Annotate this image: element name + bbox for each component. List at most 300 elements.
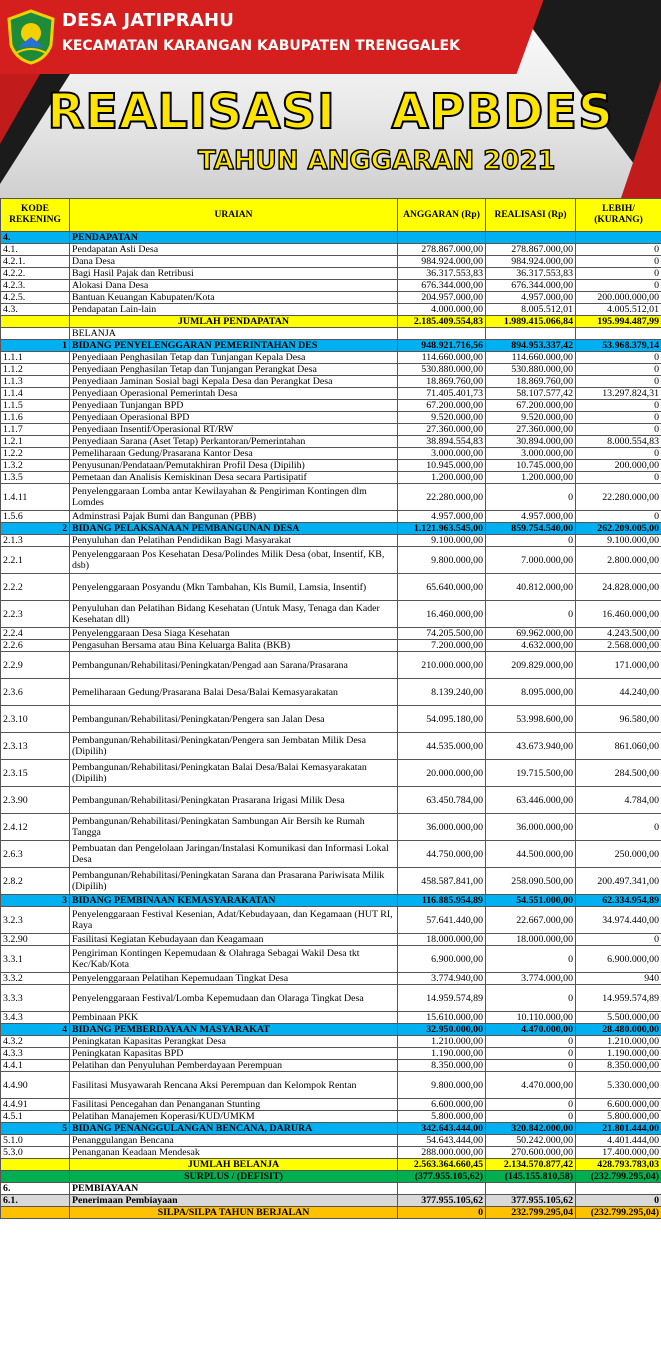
cell-realization: 0 xyxy=(486,535,576,547)
cell-difference: 0 xyxy=(576,448,661,460)
cell-description: Pemeliharaan Gedung/Prasarana Balai Desa/Balai Kemasyarakatan xyxy=(70,679,398,706)
cell-realization: 9.520.000,00 xyxy=(486,412,576,424)
cell-budget: 57.641.440,00 xyxy=(398,907,486,934)
cell-realization: 8.095.000,00 xyxy=(486,679,576,706)
cell-code: 1.1.7 xyxy=(1,424,70,436)
cell-description: Bantuan Keuangan Kabupaten/Kota xyxy=(70,292,398,304)
cell-budget: 32.950.000,00 xyxy=(398,1024,486,1036)
cell-description: Pembangunan/Rehabilitasi/Peningkatan/Pengad aan Sarana/Prasarana xyxy=(70,652,398,679)
cell-budget: 9.100.000,00 xyxy=(398,535,486,547)
cell-description: Penyelenggaraan Pos Kesehatan Desa/Polindes Milik Desa (obat, Insentif, KB, dsb) xyxy=(70,547,398,574)
table-row xyxy=(1,1135,661,1147)
cell-difference: 4.401.444,00 xyxy=(576,1135,661,1147)
cell-budget: 16.460.000,00 xyxy=(398,601,486,628)
cell-description: Penyelenggaraan Lomba antar Kewilayahan & Pengiriman Kontingen dlm Lomdes xyxy=(70,484,398,511)
cell-difference xyxy=(576,232,661,244)
cell-description: JUMLAH BELANJA xyxy=(70,1159,398,1171)
cell-code: 4.5.1 xyxy=(1,1111,70,1123)
cell-description: BIDANG PEMBERDAYAAN MASYARAKAT xyxy=(70,1024,398,1036)
cell-code xyxy=(1,1159,70,1171)
cell-difference: 171.000,00 xyxy=(576,652,661,679)
cell-budget: 2.563.364.660,45 xyxy=(398,1159,486,1171)
cell-budget: 36.317.553,83 xyxy=(398,268,486,280)
cell-description: Alokasi Dana Desa xyxy=(70,280,398,292)
cell-description: Penyediaan Insentif/Operasional RT/RW xyxy=(70,424,398,436)
cell-description: Fasilitasi Pencegahan dan Penanganan Stunting xyxy=(70,1099,398,1111)
cell-budget: 116.885.954,89 xyxy=(398,895,486,907)
cell-difference xyxy=(576,1183,661,1195)
cell-code xyxy=(1,1171,70,1183)
table-row xyxy=(1,535,661,547)
table-row xyxy=(1,424,661,436)
cell-description: Pemetaan dan Analisis Kemiskinan Desa secara Partisipatif xyxy=(70,472,398,484)
cell-difference: 0 xyxy=(576,268,661,280)
table-row xyxy=(1,733,661,760)
page-subtitle: TAHUN ANGGARAN 2021 xyxy=(198,146,556,176)
cell-description: Penyelenggaraan Posyandu (Mkn Tambahan, Kls Bumil, Lamsia, Insentif) xyxy=(70,574,398,601)
cell-budget: 9.800.000,00 xyxy=(398,547,486,574)
cell-realization: (145.155.810,58) xyxy=(486,1171,576,1183)
col-header-difference: LEBIH/ (KURANG) xyxy=(576,199,661,232)
cell-difference: 4.784,00 xyxy=(576,787,661,814)
table-row xyxy=(1,484,661,511)
cell-realization: 36.317.553,83 xyxy=(486,268,576,280)
cell-code: 3.2.3 xyxy=(1,907,70,934)
cell-budget: 377.955.105,62 xyxy=(398,1195,486,1207)
cell-realization: 67.200.000,00 xyxy=(486,400,576,412)
cell-code: 2.3.13 xyxy=(1,733,70,760)
cell-difference: 428.793.783,03 xyxy=(576,1159,661,1171)
table-row xyxy=(1,652,661,679)
cell-budget: 530.880.000,00 xyxy=(398,364,486,376)
cell-description: BIDANG PELAKSANAAN PEMBANGUNAN DESA xyxy=(70,523,398,535)
cell-difference: 0 xyxy=(576,424,661,436)
table-row xyxy=(1,787,661,814)
cell-code: 1 xyxy=(1,340,70,352)
cell-realization: 63.446.000,00 xyxy=(486,787,576,814)
cell-realization: 4.470.000,00 xyxy=(486,1024,576,1036)
table-row xyxy=(1,973,661,985)
cell-difference: 0 xyxy=(576,400,661,412)
cell-realization: 530.880.000,00 xyxy=(486,364,576,376)
cell-realization: 8.005.512,01 xyxy=(486,304,576,316)
cell-difference: 4.243.500,00 xyxy=(576,628,661,640)
table-row xyxy=(1,1207,661,1219)
cell-description: Penyuluhan dan Pelatihan Bidang Kesehatan (Untuk Masy, Tenaga dan Kader Kesehatan dll) xyxy=(70,601,398,628)
cell-realization: 4.957.000,00 xyxy=(486,511,576,523)
cell-difference: 200.000.000,00 xyxy=(576,292,661,304)
cell-realization: 894.953.337,42 xyxy=(486,340,576,352)
cell-difference: 250.000,00 xyxy=(576,841,661,868)
table-body xyxy=(1,232,661,1219)
cell-realization: 4.957.000,00 xyxy=(486,292,576,304)
cell-description: SURPLUS / (DEFISIT) xyxy=(70,1171,398,1183)
cell-description: Penyuluhan dan Pelatihan Pendidikan Bagi Masyarakat xyxy=(70,535,398,547)
cell-code: 2.8.2 xyxy=(1,868,70,895)
cell-description: BELANJA xyxy=(70,328,398,340)
cell-difference: 200.000,00 xyxy=(576,460,661,472)
table-row xyxy=(1,1195,661,1207)
cell-difference: 0 xyxy=(576,412,661,424)
table-row xyxy=(1,376,661,388)
table-row xyxy=(1,280,661,292)
cell-code: 2.3.10 xyxy=(1,706,70,733)
cell-budget: 18.869.760,00 xyxy=(398,376,486,388)
cell-budget: 342.643.444,00 xyxy=(398,1123,486,1135)
cell-budget: 458.587.841,00 xyxy=(398,868,486,895)
col-header-code: KODE REKENING xyxy=(1,199,70,232)
cell-budget xyxy=(398,232,486,244)
cell-difference: 0 xyxy=(576,244,661,256)
cell-realization: 18.869.760,00 xyxy=(486,376,576,388)
cell-difference: 284.500,00 xyxy=(576,760,661,787)
cell-code: 2.3.15 xyxy=(1,760,70,787)
cell-budget: 676.344.000,00 xyxy=(398,280,486,292)
col-header-budget: ANGGARAN (Rp) xyxy=(398,199,486,232)
cell-difference: 0 xyxy=(576,934,661,946)
table-row xyxy=(1,388,661,400)
table-row xyxy=(1,232,661,244)
cell-budget: 6.600.000,00 xyxy=(398,1099,486,1111)
cell-description: Peningkatan Kapasitas Perangkat Desa xyxy=(70,1036,398,1048)
cell-difference: 940 xyxy=(576,973,661,985)
cell-budget: 10.945.000,00 xyxy=(398,460,486,472)
cell-realization: 54.551.000,00 xyxy=(486,895,576,907)
cell-code: 3 xyxy=(1,895,70,907)
cell-budget: 20.000.000,00 xyxy=(398,760,486,787)
cell-realization: 0 xyxy=(486,601,576,628)
table-row xyxy=(1,814,661,841)
cell-budget: 8.139.240,00 xyxy=(398,679,486,706)
cell-realization: 27.360.000,00 xyxy=(486,424,576,436)
cell-description: Penyediaan Sarana (Aset Tetap) Perkantoran/Pemerintahan xyxy=(70,436,398,448)
cell-description: Pembangunan/Rehabilitasi/Peningkatan Prasarana Irigasi Milik Desa xyxy=(70,787,398,814)
table-row xyxy=(1,268,661,280)
cell-difference: 5.500.000,00 xyxy=(576,1012,661,1024)
cell-difference: 0 xyxy=(576,352,661,364)
page-title: REALISASI APBDES xyxy=(47,84,614,140)
cell-difference: 0 xyxy=(576,376,661,388)
cell-description: BIDANG PENYELENGGARAN PEMERINTAHAN DES xyxy=(70,340,398,352)
cell-budget: 44.535.000,00 xyxy=(398,733,486,760)
cell-description: Pembangunan/Rehabilitasi/Peningkatan Balai Desa/Balai Kemasyarakatan (Dipilih) xyxy=(70,760,398,787)
table-row xyxy=(1,244,661,256)
cell-realization: 3.774.000,00 xyxy=(486,973,576,985)
table-row xyxy=(1,460,661,472)
table-row xyxy=(1,328,661,340)
cell-difference: 8.000.554,83 xyxy=(576,436,661,448)
cell-description: Pembangunan/Rehabilitasi/Peningkatan Sarana dan Prasarana Pariwisata Milik (Dipilih) xyxy=(70,868,398,895)
table-row xyxy=(1,547,661,574)
cell-difference: 2.800.000,00 xyxy=(576,547,661,574)
table-row xyxy=(1,628,661,640)
table-row xyxy=(1,256,661,268)
cell-code: 5.3.0 xyxy=(1,1147,70,1159)
cell-description: Pengasuhan Bersama atau Bina Keluarga Balita (BKB) xyxy=(70,640,398,652)
cell-description: Pembuatan dan Pengelolaan Jaringan/Instalasi Komunikasi dan Informasi Lokal Desa xyxy=(70,841,398,868)
cell-difference: 5.330.000,00 xyxy=(576,1072,661,1099)
cell-budget: 1.190.000,00 xyxy=(398,1048,486,1060)
cell-description: Pengiriman Kontingen Kepemudaan & Olahraga Sebagai Wakil Desa tkt Kec/Kab/Kota xyxy=(70,946,398,973)
cell-code: 2.3.6 xyxy=(1,679,70,706)
cell-budget: 67.200.000,00 xyxy=(398,400,486,412)
cell-description: BIDANG PENANGGULANGAN BENCANA, DARURA xyxy=(70,1123,398,1135)
cell-code: 2.2.9 xyxy=(1,652,70,679)
cell-budget: 288.000.000,00 xyxy=(398,1147,486,1159)
cell-difference: 1.190.000,00 xyxy=(576,1048,661,1060)
cell-difference: 0 xyxy=(576,1195,661,1207)
cell-difference: 53.968.379,14 xyxy=(576,340,661,352)
cell-code: 1.1.6 xyxy=(1,412,70,424)
cell-difference: 200.497.341,00 xyxy=(576,868,661,895)
cell-realization: 36.000.000,00 xyxy=(486,814,576,841)
cell-code: 2.2.3 xyxy=(1,601,70,628)
cell-difference: 13.297.824,31 xyxy=(576,388,661,400)
cell-code: 2 xyxy=(1,523,70,535)
table-row xyxy=(1,1159,661,1171)
cell-description: Bagi Hasil Pajak dan Retribusi xyxy=(70,268,398,280)
cell-code: 4.3.2 xyxy=(1,1036,70,1048)
cell-realization: 0 xyxy=(486,946,576,973)
cell-description: JUMLAH PENDAPATAN xyxy=(70,316,398,328)
cell-budget: 3.774.940,00 xyxy=(398,973,486,985)
cell-realization: 2.134.570.877,42 xyxy=(486,1159,576,1171)
table-row xyxy=(1,1147,661,1159)
cell-realization: 377.955.105,62 xyxy=(486,1195,576,1207)
cell-description: Pembinaan PKK xyxy=(70,1012,398,1024)
cell-description: Dana Desa xyxy=(70,256,398,268)
cell-budget: 9.520.000,00 xyxy=(398,412,486,424)
table-row xyxy=(1,316,661,328)
cell-description: Penerimaan Pembiayaan xyxy=(70,1195,398,1207)
table-row xyxy=(1,985,661,1012)
cell-code: 3.3.3 xyxy=(1,985,70,1012)
cell-realization: 44.500.000,00 xyxy=(486,841,576,868)
table-row xyxy=(1,1183,661,1195)
cell-code: 4.2.2. xyxy=(1,268,70,280)
cell-difference: 861.060,00 xyxy=(576,733,661,760)
col-header-description: URAIAN xyxy=(70,199,398,232)
cell-budget: 6.900.000,00 xyxy=(398,946,486,973)
cell-code: 2.2.6 xyxy=(1,640,70,652)
cell-description: SILPA/SILPA TAHUN BERJALAN xyxy=(70,1207,398,1219)
cell-realization: 4.470.000,00 xyxy=(486,1072,576,1099)
cell-realization: 0 xyxy=(486,1060,576,1072)
cell-difference: 9.100.000,00 xyxy=(576,535,661,547)
cell-difference: 5.800.000,00 xyxy=(576,1111,661,1123)
cell-description: Penyediaan Jaminan Sosial bagi Kepala Desa dan Perangkat Desa xyxy=(70,376,398,388)
table-row xyxy=(1,1171,661,1183)
cell-code: 4.3. xyxy=(1,304,70,316)
cell-code: 4.4.91 xyxy=(1,1099,70,1111)
cell-budget: 18.000.000,00 xyxy=(398,934,486,946)
cell-difference: 62.334.954,89 xyxy=(576,895,661,907)
table-row xyxy=(1,1036,661,1048)
cell-budget: 38.894.554,83 xyxy=(398,436,486,448)
cell-code: 4.2.3. xyxy=(1,280,70,292)
cell-realization: 50.242.000,00 xyxy=(486,1135,576,1147)
cell-realization: 0 xyxy=(486,484,576,511)
cell-budget: 22.280.000,00 xyxy=(398,484,486,511)
cell-budget: 74.205.500,00 xyxy=(398,628,486,640)
cell-code: 3.2.90 xyxy=(1,934,70,946)
cell-realization: 18.000.000,00 xyxy=(486,934,576,946)
cell-code xyxy=(1,316,70,328)
cell-budget: 7.200.000,00 xyxy=(398,640,486,652)
cell-description: BIDANG PEMBINAAN KEMASYARAKATAN xyxy=(70,895,398,907)
cell-description: Pelatihan Manajemen Koperasi/KUD/UMKM xyxy=(70,1111,398,1123)
cell-code: 4. xyxy=(1,232,70,244)
cell-code xyxy=(1,1207,70,1219)
cell-difference xyxy=(576,328,661,340)
table-row xyxy=(1,352,661,364)
cell-description: PENDAPATAN xyxy=(70,232,398,244)
cell-difference: 6.900.000,00 xyxy=(576,946,661,973)
cell-budget xyxy=(398,328,486,340)
cell-code: 4.3.3 xyxy=(1,1048,70,1060)
cell-budget: 0 xyxy=(398,1207,486,1219)
cell-code: 6. xyxy=(1,1183,70,1195)
cell-description: Penyelenggaraan Pelatihan Kepemudaan Tingkat Desa xyxy=(70,973,398,985)
table-row xyxy=(1,841,661,868)
cell-budget: 63.450.784,00 xyxy=(398,787,486,814)
cell-difference: 4.005.512,01 xyxy=(576,304,661,316)
table-row xyxy=(1,706,661,733)
cell-budget: 278.867.000,00 xyxy=(398,244,486,256)
cell-realization: 0 xyxy=(486,985,576,1012)
cell-budget: 9.800.000,00 xyxy=(398,1072,486,1099)
cell-budget: 2.185.409.554,83 xyxy=(398,316,486,328)
table-row xyxy=(1,400,661,412)
cell-budget: 948.921.716,56 xyxy=(398,340,486,352)
cell-code: 2.6.3 xyxy=(1,841,70,868)
cell-budget: 4.957.000,00 xyxy=(398,511,486,523)
cell-code: 2.3.90 xyxy=(1,787,70,814)
cell-realization: 1.200.000,00 xyxy=(486,472,576,484)
cell-code: 1.2.1 xyxy=(1,436,70,448)
cell-description: Penyediaan Penghasilan Tetap dan Tunjangan Kepala Desa xyxy=(70,352,398,364)
cell-description: Penyelenggaraan Desa Siaga Kesehatan xyxy=(70,628,398,640)
col-header-realization: REALISASI (Rp) xyxy=(486,199,576,232)
cell-budget: 4.000.000,00 xyxy=(398,304,486,316)
cell-budget: 54.095.180,00 xyxy=(398,706,486,733)
table-row xyxy=(1,340,661,352)
cell-description: Penyediaan Operasional Pemerintah Desa xyxy=(70,388,398,400)
cell-budget: 114.660.000,00 xyxy=(398,352,486,364)
cell-budget: 3.000.000,00 xyxy=(398,448,486,460)
cell-code: 1.1.3 xyxy=(1,376,70,388)
cell-difference: 2.568.000,00 xyxy=(576,640,661,652)
cell-realization: 320.842.000,00 xyxy=(486,1123,576,1135)
table-row xyxy=(1,523,661,535)
cell-realization: 676.344.000,00 xyxy=(486,280,576,292)
cell-description: Penanganan Keadaan Mendesak xyxy=(70,1147,398,1159)
cell-difference: 1.210.000,00 xyxy=(576,1036,661,1048)
cell-difference: 34.974.440,00 xyxy=(576,907,661,934)
cell-code: 1.3.5 xyxy=(1,472,70,484)
table-row xyxy=(1,292,661,304)
cell-description: Penyediaan Penghasilan Tetap dan Tunjangan Perangkat Desa xyxy=(70,364,398,376)
table-row xyxy=(1,511,661,523)
table-row xyxy=(1,574,661,601)
cell-realization: 58.107.577,42 xyxy=(486,388,576,400)
cell-budget: 5.800.000,00 xyxy=(398,1111,486,1123)
cell-difference: 0 xyxy=(576,280,661,292)
cell-description: Fasilitasi Kegiatan Kebudayaan dan Keagamaan xyxy=(70,934,398,946)
table-row xyxy=(1,1024,661,1036)
cell-code: 4.2.5. xyxy=(1,292,70,304)
cell-budget: 204.957.000,00 xyxy=(398,292,486,304)
table-row xyxy=(1,760,661,787)
cell-description: Penanggulangan Bencana xyxy=(70,1135,398,1147)
village-name: DESA JATIPRAHU xyxy=(62,10,235,31)
cell-realization: 43.673.940,00 xyxy=(486,733,576,760)
table-row xyxy=(1,679,661,706)
table-row xyxy=(1,868,661,895)
cell-description: Pembangunan/Rehabilitasi/Peningkatan/Pengera san Jalan Desa xyxy=(70,706,398,733)
cell-code: 2.2.1 xyxy=(1,547,70,574)
cell-realization: 40.812.000,00 xyxy=(486,574,576,601)
cell-budget: 8.350.000,00 xyxy=(398,1060,486,1072)
table-row xyxy=(1,472,661,484)
cell-code: 2.1.3 xyxy=(1,535,70,547)
cell-budget: 65.640.000,00 xyxy=(398,574,486,601)
cell-realization: 19.715.500,00 xyxy=(486,760,576,787)
cell-realization: 0 xyxy=(486,1036,576,1048)
cell-realization: 0 xyxy=(486,1099,576,1111)
cell-description: Pendapatan Lain-lain xyxy=(70,304,398,316)
cell-budget: 14.959.574,89 xyxy=(398,985,486,1012)
cell-difference: 0 xyxy=(576,472,661,484)
cell-code: 1.3.2 xyxy=(1,460,70,472)
cell-realization: 0 xyxy=(486,1111,576,1123)
cell-difference: 24.828.000,00 xyxy=(576,574,661,601)
cell-description: Penyelenggaraan Festival/Lomba Kepemudaan dan Olaraga Tingkat Desa xyxy=(70,985,398,1012)
cell-difference: 8.350.000,00 xyxy=(576,1060,661,1072)
table-row xyxy=(1,895,661,907)
table-row xyxy=(1,304,661,316)
cell-description: Pelatihan dan Penyuluhan Pemberdayaan Perempuan xyxy=(70,1060,398,1072)
cell-description: Fasilitasi Musyawarah Rencana Aksi Perempuan dan Kelompok Rentan xyxy=(70,1072,398,1099)
cell-description: Pembangunan/Rehabilitasi/Peningkatan Sambungan Air Bersih ke Rumah Tangga xyxy=(70,814,398,841)
cell-realization xyxy=(486,1183,576,1195)
cell-difference: 21.801.444,00 xyxy=(576,1123,661,1135)
cell-difference: 22.280.000,00 xyxy=(576,484,661,511)
cell-realization xyxy=(486,232,576,244)
cell-description: Adminstrasi Pajak Bumi dan Bangunan (PBB) xyxy=(70,511,398,523)
table-row xyxy=(1,1099,661,1111)
cell-difference: (232.799.295,04) xyxy=(576,1207,661,1219)
cell-code: 1.5.6 xyxy=(1,511,70,523)
cell-description: Penyediaan Operasional BPD xyxy=(70,412,398,424)
cell-realization: 209.829.000,00 xyxy=(486,652,576,679)
cell-code: 1.4.11 xyxy=(1,484,70,511)
cell-code: 1.1.2 xyxy=(1,364,70,376)
cell-code: 1.1.5 xyxy=(1,400,70,412)
cell-budget: 210.000.000,00 xyxy=(398,652,486,679)
cell-difference: 195.994.487,99 xyxy=(576,316,661,328)
cell-realization xyxy=(486,328,576,340)
table-row xyxy=(1,1123,661,1135)
cell-realization: 22.667.000,00 xyxy=(486,907,576,934)
cell-code: 2.2.4 xyxy=(1,628,70,640)
page-header xyxy=(0,0,661,198)
cell-description: Penyusunan/Pendataan/Pemutakhiran Profil Desa (Dipilih) xyxy=(70,460,398,472)
cell-realization: 278.867.000,00 xyxy=(486,244,576,256)
table-row xyxy=(1,946,661,973)
cell-realization: 4.632.000,00 xyxy=(486,640,576,652)
cell-description: Penyediaan Tunjangan BPD xyxy=(70,400,398,412)
